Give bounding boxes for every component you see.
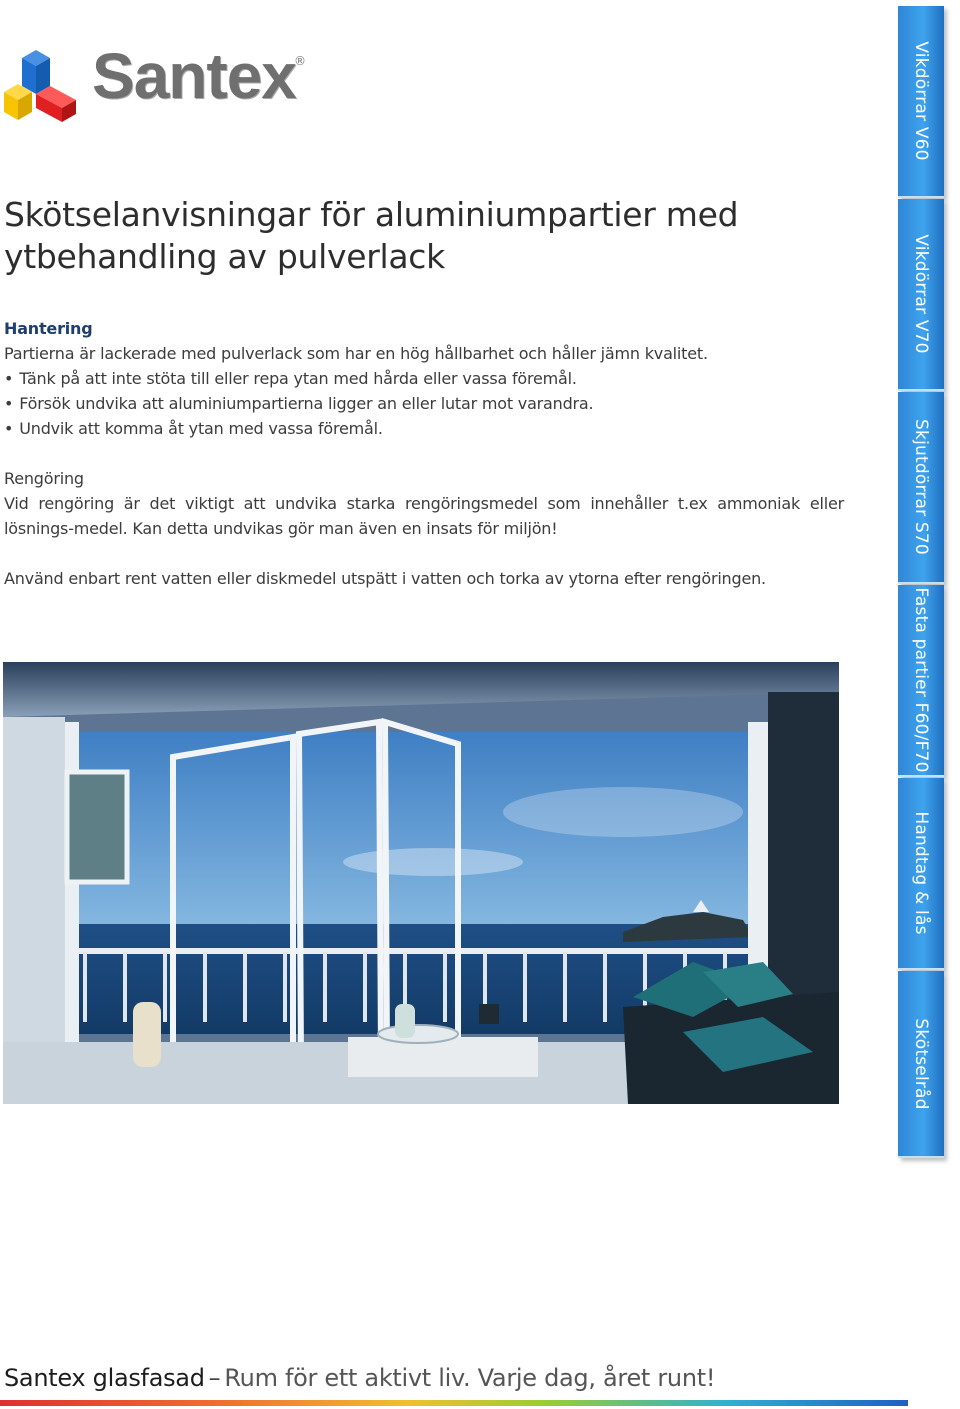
page-title: Skötselanvisningar för aluminiumpartier med ytbehandling av pulverlack: [4, 195, 739, 276]
tab-vikdorrar-v70[interactable]: [898, 199, 944, 391]
tab-label: Skötselråd: [911, 1017, 931, 1110]
handling-bullet: • Tänk på att inte stöta till eller repa ytan med hårda eller vassa föremål.: [4, 366, 844, 391]
side-navigation: [898, 6, 944, 1158]
handling-bullet: • Undvik att komma åt ytan med vassa föremål.: [4, 416, 844, 441]
handling-heading: Hantering: [4, 319, 93, 338]
tab-label: Skjutdörrar S70: [911, 419, 931, 555]
tab-label: Vikdörrar V70: [911, 234, 931, 354]
footer-brand: Santex glasfasad: [4, 1364, 205, 1392]
room-photo: [3, 662, 839, 1104]
color-stripe: [0, 1400, 908, 1406]
tab-vikdorrar-v60[interactable]: [898, 6, 944, 198]
tab-fasta-partier[interactable]: [898, 585, 944, 777]
tab-label: Vikdörrar V60: [911, 41, 931, 161]
santex-cube-icon: [2, 40, 82, 126]
footer-slogan: Rum för ett aktivt liv. Varje dag, året runt!: [224, 1364, 716, 1392]
logo-wordmark: Santex: [92, 40, 296, 112]
tab-handtag-las[interactable]: [898, 778, 944, 970]
tab-label: Handtag & lås: [911, 811, 931, 935]
cleaning-text: Vid rengöring är det viktigt att undvika starka rengöringsmedel som innehåller t.ex ammoniak eller lösnings-medel. Kan detta undvikas gör man även en insats för miljön!: [4, 494, 844, 538]
footer-tagline: [4, 1364, 715, 1392]
tab-skjutdorrar-s70[interactable]: [898, 392, 944, 584]
tab-skotselrad[interactable]: [898, 971, 944, 1158]
handling-intro: Partierna är lackerade med pulverlack som har en hög hållbarhet och håller jämn kvalitet.: [4, 344, 708, 363]
registered-mark: ®: [294, 54, 306, 68]
footer-dash: –: [208, 1364, 221, 1392]
cleaning-heading: Rengöring: [4, 469, 84, 488]
content-body: [4, 316, 844, 591]
cleaning-text-2: Använd enbart rent vatten eller diskmedel utspätt i vatten och torka av ytorna efter rengöringen.: [4, 569, 766, 588]
handling-bullet: • Försök undvika att aluminiumpartierna ligger an eller lutar mot varandra.: [4, 391, 844, 416]
tab-label: Fasta partier F60/F70: [911, 587, 931, 773]
